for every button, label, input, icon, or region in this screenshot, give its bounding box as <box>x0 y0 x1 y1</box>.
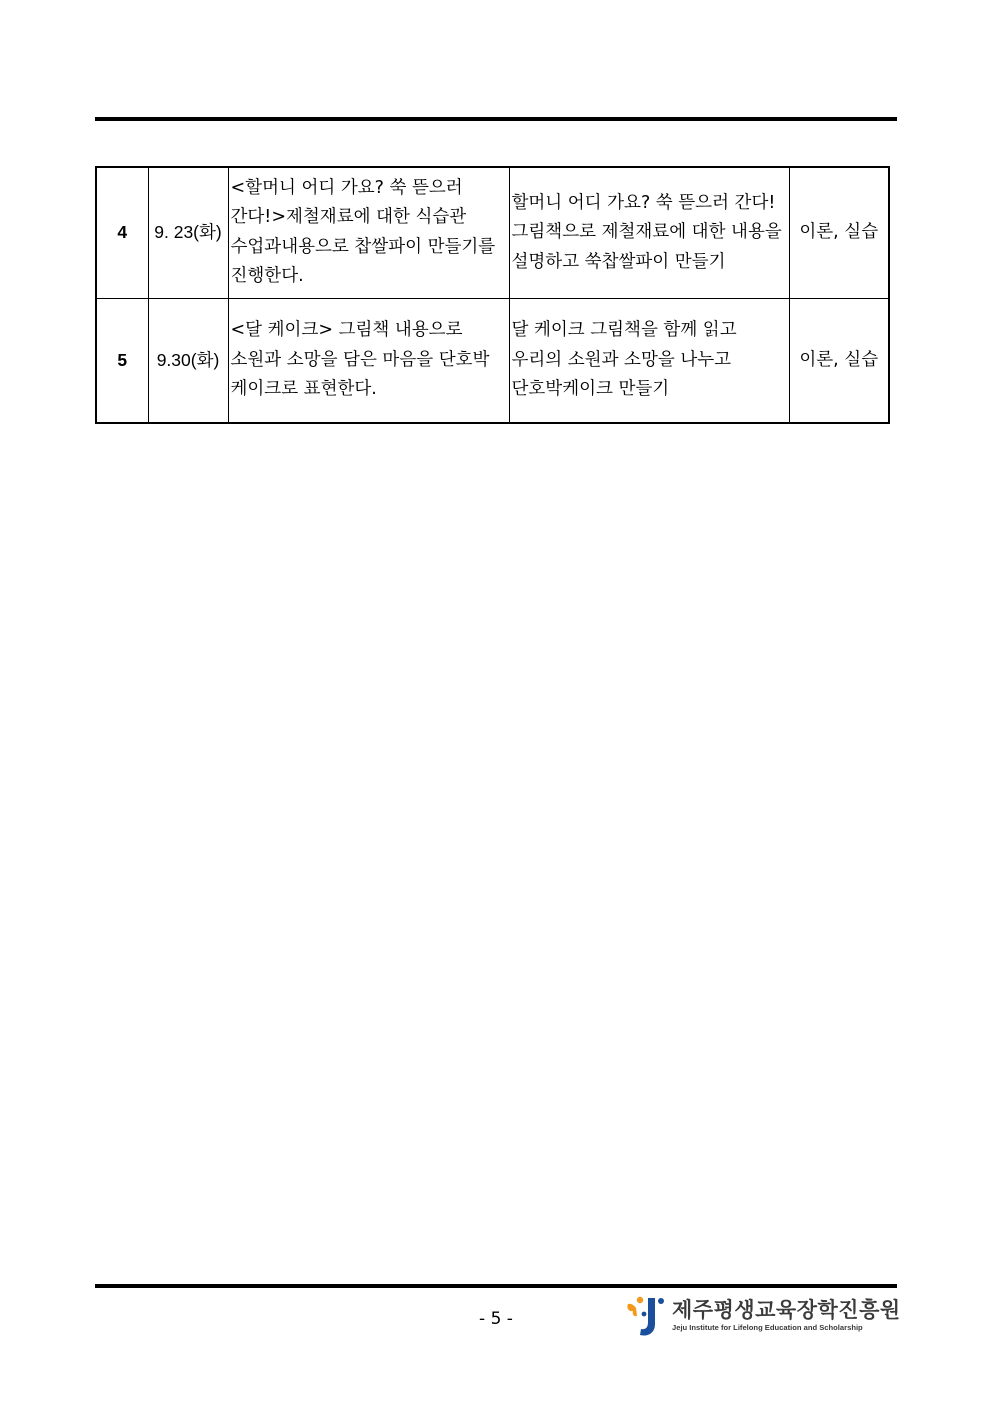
session-content: <할머니 어디 가요? 쑥 뜯으러 간다!>제철재료에 대한 식습관 수업과내용으로 찹쌀파이 만들기를 진행한다. <box>228 167 509 298</box>
session-number: 4 <box>96 167 148 298</box>
session-activity: 할머니 어디 가요? 쑥 뜯으러 간다! 그림책으로 제철재료에 대한 내용을 설명하고 쑥찹쌀파이 만들기 <box>509 167 789 298</box>
institute-logo <box>624 1292 901 1340</box>
schedule-table <box>95 166 890 424</box>
session-date: 9.30(화) <box>148 298 228 423</box>
page-number: - 5 - <box>479 1309 513 1329</box>
logo-name: 제주평생교육장학진흥원 <box>672 1298 901 1322</box>
session-number: 5 <box>96 298 148 423</box>
session-method: 이론, 실습 <box>789 167 889 298</box>
institute-logo-icon <box>624 1294 666 1338</box>
table-row <box>96 167 889 298</box>
logo-subtitle: Jeju Institute for Lifelong Education and Scholarship <box>672 1323 863 1332</box>
session-activity: 달 케이크 그림책을 함께 읽고 우리의 소원과 소망을 나누고 단호박케이크 만들기 <box>509 298 789 423</box>
table-row <box>96 298 889 423</box>
header-rule <box>95 117 897 121</box>
footer-rule <box>95 1284 897 1288</box>
session-method: 이론, 실습 <box>789 298 889 423</box>
session-content: <달 케이크> 그림책 내용으로 소원과 소망을 담은 마음을 단호박 케이크로 표현한다. <box>228 298 509 423</box>
session-date: 9. 23(화) <box>148 167 228 298</box>
